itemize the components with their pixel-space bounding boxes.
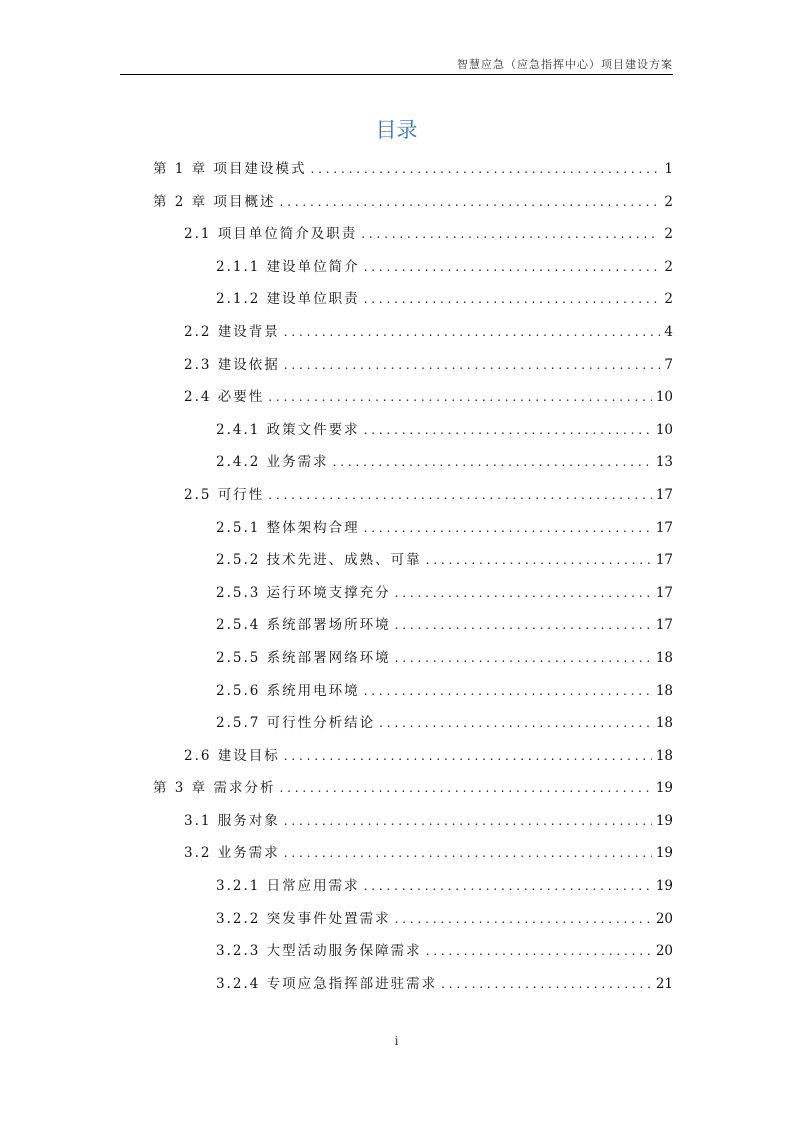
toc-entry[interactable] — [153, 837, 673, 870]
toc-entry[interactable] — [153, 935, 673, 968]
toc-entry[interactable] — [153, 642, 673, 675]
toc-entry-title: 2.5.6 系统用电环境 — [216, 682, 360, 699]
toc-entry-title: 第 1 章 项目建设模式 — [153, 161, 307, 177]
toc-dot-leader — [426, 935, 652, 968]
toc-entry-title: 3.2.3 大型活动服务保障需求 — [216, 943, 422, 960]
toc-entry-title: 第 2 章 项目概述 — [153, 193, 276, 210]
toc-dot-leader — [395, 577, 652, 610]
toc-entry-page: 1 — [664, 161, 673, 177]
table-of-contents — [153, 153, 673, 1000]
toc-entry[interactable] — [153, 805, 673, 838]
toc-entry-page: 19 — [655, 780, 673, 797]
toc-entry-title: 3.2.2 突发事件处置需求 — [216, 910, 391, 927]
toc-dot-leader — [284, 316, 661, 349]
toc-entry-page: 2 — [664, 258, 673, 275]
toc-dot-leader — [284, 805, 652, 838]
toc-entry-title: 3.2 业务需求 — [184, 845, 280, 862]
toc-entry[interactable] — [153, 186, 673, 219]
toc-entry-title: 2.2 建设背景 — [184, 323, 280, 340]
toc-entry-title: 2.5.3 运行环境支撑充分 — [216, 584, 391, 601]
toc-entry-page: 2 — [664, 226, 673, 243]
toc-entry-title: 3.1 服务对象 — [184, 812, 280, 829]
toc-entry[interactable] — [153, 544, 673, 577]
toc-dot-leader — [268, 479, 652, 512]
toc-entry[interactable] — [153, 349, 673, 382]
toc-entry[interactable] — [153, 283, 673, 316]
toc-entry[interactable] — [153, 381, 673, 414]
toc-entry-title: 2.4 必要性 — [184, 389, 265, 406]
toc-entry[interactable] — [153, 446, 673, 479]
toc-entry[interactable] — [153, 740, 673, 773]
toc-entry-page: 17 — [655, 617, 673, 634]
toc-entry-page: 19 — [655, 845, 673, 862]
toc-entry[interactable] — [153, 316, 673, 349]
toc-dot-leader — [379, 707, 652, 740]
toc-entry-page: 19 — [655, 812, 673, 829]
toc-entry-page: 18 — [655, 715, 673, 732]
toc-entry[interactable] — [153, 707, 673, 740]
toc-title: 目录 — [375, 118, 418, 142]
toc-entry-title: 2.5 可行性 — [184, 486, 265, 503]
toc-dot-leader — [426, 544, 652, 577]
toc-entry-title: 2.5.1 整体架构合理 — [216, 519, 360, 536]
toc-dot-leader — [364, 251, 661, 284]
toc-dot-leader — [279, 186, 660, 219]
toc-dot-leader — [284, 349, 661, 382]
running-header: 智慧应急（应急指挥中心）项目建设方案 — [457, 58, 673, 71]
toc-entry-page: 7 — [664, 356, 673, 373]
toc-entry-title: 2.5.7 可行性分析结论 — [216, 715, 376, 732]
toc-entry[interactable] — [153, 609, 673, 642]
page-number: i — [394, 1034, 399, 1048]
toc-entry-title: 2.5.2 技术先进、成熟、可靠 — [216, 552, 422, 569]
toc-entry-page: 19 — [655, 878, 673, 895]
toc-entry-page: 17 — [655, 584, 673, 601]
toc-entry-title: 2.1 项目单位简介及职责 — [184, 226, 358, 243]
toc-entry-page: 21 — [655, 975, 673, 992]
toc-entry-page: 10 — [655, 421, 673, 438]
toc-entry[interactable] — [153, 153, 673, 186]
toc-entry[interactable] — [153, 218, 673, 251]
toc-dot-leader — [279, 772, 651, 805]
toc-entry-page: 4 — [664, 323, 673, 340]
toc-entry-title: 2.4.1 政策文件要求 — [216, 421, 360, 438]
toc-dot-leader — [310, 153, 660, 186]
toc-dot-leader — [284, 740, 652, 773]
toc-entry[interactable] — [153, 479, 673, 512]
toc-dot-leader — [364, 512, 652, 545]
toc-entry-page: 18 — [655, 747, 673, 764]
toc-dot-leader — [333, 446, 652, 479]
toc-dot-leader — [395, 642, 652, 675]
toc-dot-leader — [284, 837, 652, 870]
toc-entry-title: 2.1.2 建设单位职责 — [216, 291, 360, 308]
toc-entry-page: 17 — [655, 519, 673, 536]
toc-entry[interactable] — [153, 251, 673, 284]
toc-entry-page: 2 — [664, 291, 673, 308]
toc-dot-leader — [395, 903, 652, 936]
toc-entry[interactable] — [153, 870, 673, 903]
toc-entry-title: 3.2.4 专项应急指挥部进驻需求 — [216, 975, 438, 992]
toc-dot-leader — [364, 870, 652, 903]
toc-entry-title: 2.3 建设依据 — [184, 356, 280, 373]
toc-entry[interactable] — [153, 675, 673, 708]
toc-entry-title: 2.4.2 业务需求 — [216, 454, 329, 471]
toc-dot-leader — [364, 283, 661, 316]
toc-entry[interactable] — [153, 772, 673, 805]
toc-entry-title: 2.6 建设目标 — [184, 747, 280, 764]
toc-dot-leader — [364, 414, 652, 447]
toc-entry-page: 20 — [655, 943, 673, 960]
toc-entry-page: 17 — [655, 552, 673, 569]
toc-dot-leader — [268, 381, 652, 414]
toc-entry-page: 18 — [655, 682, 673, 699]
toc-entry[interactable] — [153, 968, 673, 1001]
toc-entry-title: 3.2.1 日常应用需求 — [216, 878, 360, 895]
toc-entry-page: 20 — [655, 910, 673, 927]
toc-entry-page: 2 — [664, 193, 673, 210]
toc-dot-leader — [395, 609, 652, 642]
toc-entry-page: 10 — [655, 389, 673, 406]
toc-entry-title: 2.1.1 建设单位简介 — [216, 258, 360, 275]
toc-dot-leader — [361, 218, 660, 251]
toc-entry-page: 17 — [655, 486, 673, 503]
toc-entry-title: 2.5.4 系统部署场所环境 — [216, 617, 391, 634]
toc-entry-page: 18 — [655, 649, 673, 666]
toc-entry-title: 第 3 章 需求分析 — [153, 780, 276, 797]
toc-entry[interactable] — [153, 512, 673, 545]
toc-entry[interactable] — [153, 414, 673, 447]
toc-entry[interactable] — [153, 903, 673, 936]
toc-dot-leader — [364, 675, 652, 708]
toc-entry-title: 2.5.5 系统部署网络环境 — [216, 649, 391, 666]
toc-dot-leader — [441, 968, 652, 1001]
toc-entry[interactable] — [153, 577, 673, 610]
header-rule — [120, 74, 673, 75]
toc-entry-page: 13 — [655, 454, 673, 471]
